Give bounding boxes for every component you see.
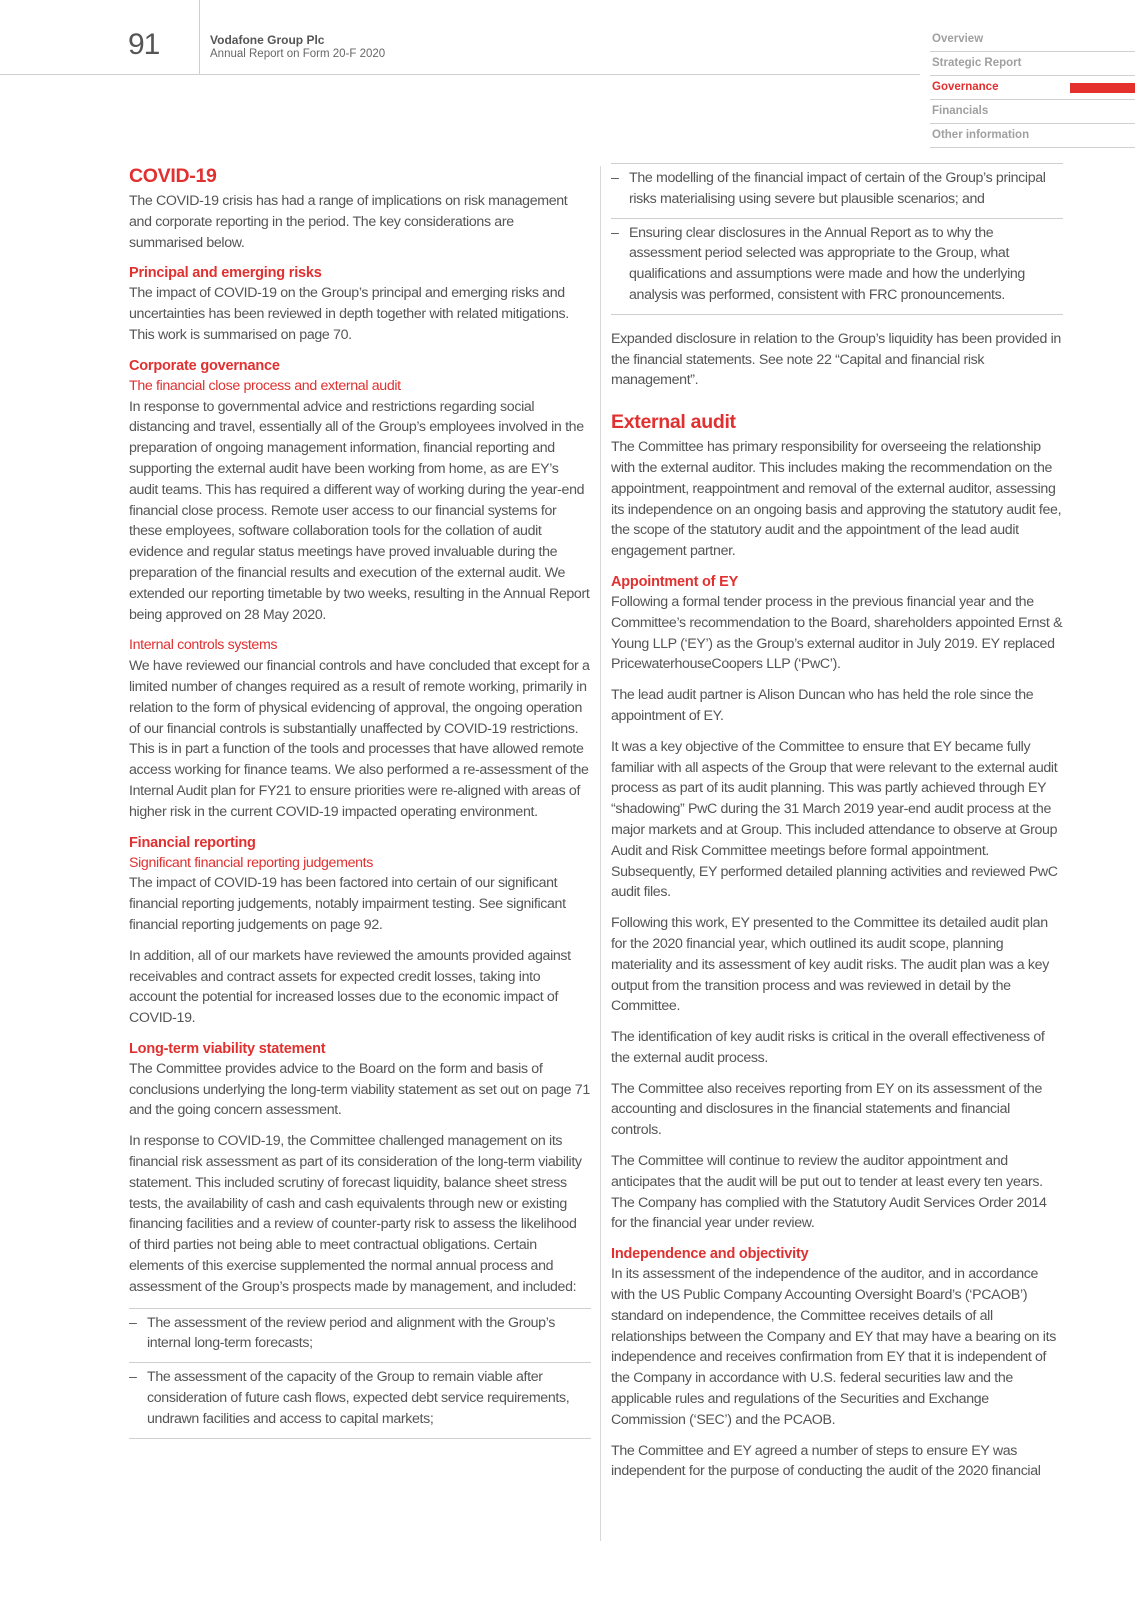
markets-text: In addition, all of our markets have reviewed the amounts provided against receivables and contract assets for expected credit losses, taking into account the potential for increased losses due to the economic impact of COVID-19.	[129, 947, 571, 1027]
list-item: – The assessment of the capacity of the Group to remain viable after consideration of future cash flows, expected debt service requirements, undrawn facilities and access to capital markets;	[129, 1363, 591, 1438]
section-nav	[930, 28, 1135, 148]
page-number: 91	[128, 28, 160, 61]
list-item: – The modelling of the financial impact of certain of the Group’s principal risks materialising using severe but plausible scenarios; and	[611, 164, 1063, 219]
external-audit-heading: External audit	[611, 411, 736, 434]
header-divider-horizontal	[0, 74, 920, 75]
nav-item-label: Governance	[932, 81, 999, 93]
internal-controls-text: We have reviewed our financial controls and have concluded that except for a limited number of changes required as a result of remote working, primarily in relation to the form of physical evidencing of approval, the ongoing operation of our financial controls is substantially unaffected by COVID-19 restrictions. This is in part a function of the tools and processes that have allowed remote access working for finance teams. We also performed a re-assessment of the Internal Audit plan for FY21 to ensure priorities were re-aligned with areas of higher risk in the current COVID-19 impacted operating environment.	[129, 658, 590, 820]
internal-controls-subheading: Internal controls systems	[129, 637, 278, 654]
nav-item-strategic-report[interactable]	[930, 52, 1135, 76]
nav-item-label: Other information	[932, 129, 1030, 141]
list-item: – The assessment of the review period and alignment with the Group’s internal long-term forecasts;	[129, 1309, 591, 1364]
liquidity-text: Expanded disclosure in relation to the Group’s liquidity has been provided in the financial statements. See note 22 “Capital and financial risk management”.	[611, 330, 1061, 389]
external-audit-text: The Committee has primary responsibility for overseeing the relationship with the external auditor. This includes making the recommendation on the appointment, reappointment and removal of the external auditor, assessing its independence on an ongoing basis and approving the statutory audit fee, the scope of the statutory audit and the appointment of the lead audit engagement partner.	[611, 439, 1062, 560]
right-column	[611, 163, 1063, 1492]
tender-text: The Committee will continue to review the auditor appointment and anticipates that the audit will be put out to tender at least every ten years. The Company has complied with the Statutory Audit Services Order 2014 for the financial year under review.	[611, 1153, 1047, 1232]
nav-item-overview[interactable]	[930, 28, 1135, 52]
active-section-indicator	[1070, 83, 1135, 93]
nav-item-governance[interactable]	[930, 76, 1135, 100]
column-divider	[600, 166, 601, 1541]
key-audit-risks-text: The identification of key audit risks is critical in the overall effectiveness of the external audit process.	[611, 1029, 1045, 1066]
lead-partner-text: The lead audit partner is Alison Duncan who has held the role since the appointment of EY.	[611, 687, 1034, 724]
nav-item-financials[interactable]	[930, 100, 1135, 124]
principal-risks-text: The impact of COVID-19 on the Group’s principal and emerging risks and uncertainties has been reviewed in depth together with related mitigations. This work is summarised on page 70.	[129, 285, 569, 343]
principal-risks-heading: Principal and emerging risks	[129, 265, 322, 282]
independence-heading: Independence and objectivity	[611, 1246, 809, 1263]
viability-text: The Committee provides advice to the Board on the form and basis of conclusions underlying the long-term viability statement as set out on page 71 and the going concern assessment.	[129, 1060, 590, 1119]
nav-item-label: Strategic Report	[932, 57, 1022, 69]
viability-bullet-list	[129, 1308, 591, 1439]
financial-close-text: In response to governmental advice and restrictions regarding social distancing and travel, essentially all of the Group’s employees involved in the preparation of ongoing management information, financial reporting and supporting the external audit have been working from home, as are EY’s audit teams. This has required a different way of working during the year-end financial close process. Remote user access to our financial systems for these employees, software collaboration tools for the collation of audit evidence and regular status meetings have proved invaluable during the preparation of the financial results and execution of the external audit. We extended our reporting timetable by two weeks, resulting in the Annual Report being approved on 28 May 2020.	[129, 398, 590, 623]
left-column	[129, 163, 591, 1439]
covid-intro: The COVID-19 crisis has had a range of implications on risk management and corporate reporting in the period. The key considerations are summarised below.	[129, 193, 568, 251]
appointment-heading: Appointment of EY	[611, 573, 739, 590]
financial-close-subheading: The financial close process and external audit	[129, 377, 401, 394]
report-title: Annual Report on Form 20-F 2020	[210, 48, 386, 60]
header-divider-vertical	[199, 0, 200, 75]
covid-heading: COVID-19	[129, 165, 217, 187]
nav-item-label: Overview	[932, 33, 984, 45]
audit-plan-text: Following this work, EY presented to the Committee its detailed audit plan for the 2020 financial year, which outlined its audit scope, planning materiality and its assessment of key audit risks. The audit plan was a key output from the transition process and was reviewed in detail by the Committee.	[611, 915, 1049, 1015]
appointment-text: Following a formal tender process in the previous financial year and the Committee’s recommendation to the Board, shareholders appointed Ernst & Young LLP (‘EY’) as the Group’s external auditor in July 2019. EY replaced PricewaterhouseCoopers LLP (‘PwC’).	[611, 593, 1063, 673]
nav-item-other-information[interactable]	[930, 124, 1135, 148]
financial-reporting-heading: Financial reporting	[129, 834, 256, 851]
covid-response-text: In response to COVID-19, the Committee challenged management on its financial risk assessment as part of its consideration of the long-term viability statement. This included scrutiny of forecast liquidity, balance sheet stress tests, the availability of cash and cash equivalents through new or existing financing facilities and a review of counter-party risk to assess the likelihood of third parties not being able to meet contractual obligations. Certain elements of this exercise supplemented the normal annual process and assessment of the Group’s prospects made by management, and included:	[129, 1133, 582, 1295]
list-item: – Ensuring clear disclosures in the Annual Report as to why the assessment period selected was appropriate to the Group, what qualifications and assumptions were made and how the underlying analysis was performed, consistent with FRC pronouncements.	[611, 219, 1063, 315]
ey-reporting-text: The Committee also receives reporting from EY on its assessment of the accounting and disclosures in the financial statements and financial controls.	[611, 1080, 1043, 1139]
independence-text: In its assessment of the independence of the auditor, and in accordance with the US Public Company Accounting Oversight Board’s (‘PCAOB’) standard on independence, the Committee receives details of all relationships between the Company and EY that may have a bearing on its independence and receives confirmation from EY that it is independent of the Company in accordance with U.S. federal securities law and the applicable rules and regulations of the Securities and Exchange Commission (‘SEC’) and the PCAOB.	[611, 1266, 1056, 1428]
viability-heading: Long-term viability statement	[129, 1040, 326, 1057]
judgements-text: The impact of COVID-19 has been factored into certain of our significant financial reporting judgements, notably impairment testing. See significant financial reporting judgements on page 92.	[129, 875, 566, 933]
independence-steps-text: The Committee and EY agreed a number of steps to ensure EY was independent for the purpose of conducting the audit of the 2020 financial	[611, 1442, 1041, 1480]
key-objective-text: It was a key objective of the Committee to ensure that EY became fully familiar with all aspects of the Group that were relevant to the external audit process as part of its audit planning. This was partly achieved through EY “shadowing” PwC during the 31 March 2019 year-end audit process at the major markets and at Group. This included attendance to observe at Group Audit and Risk Committee meetings before formal appointment. Subsequently, EY performed detailed planning activities and reviewed PwC audit files.	[611, 738, 1058, 901]
judgements-subheading: Significant financial reporting judgements	[129, 854, 373, 871]
company-name: Vodafone Group Plc	[210, 33, 325, 47]
nav-item-label: Financials	[932, 105, 989, 117]
corporate-governance-heading: Corporate governance	[129, 357, 280, 374]
viability-bullet-list-continued	[611, 163, 1063, 315]
